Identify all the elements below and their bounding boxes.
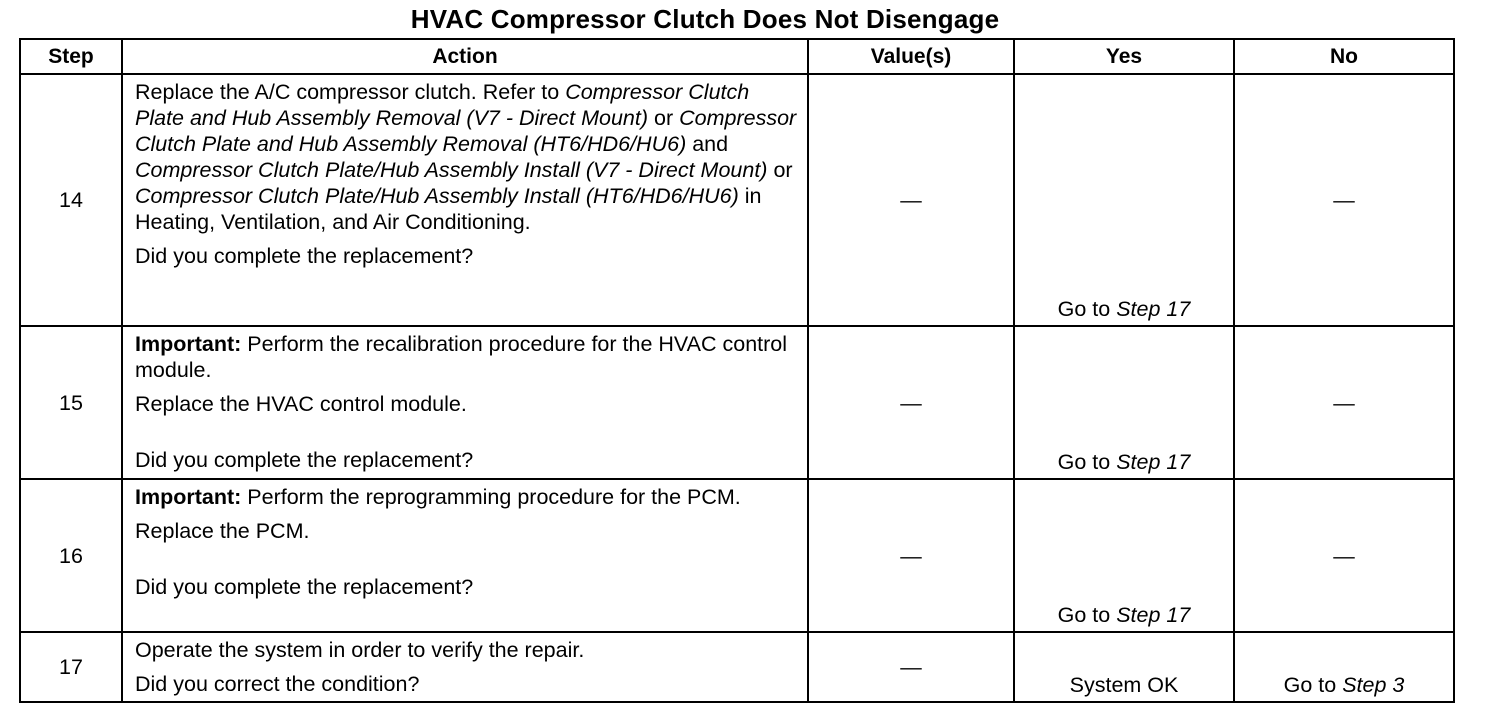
value-cell: — <box>808 74 1014 326</box>
header-values: Value(s) <box>808 39 1014 74</box>
no-cell: — <box>1234 479 1454 632</box>
step-number: 14 <box>20 74 122 326</box>
header-row <box>20 39 1454 74</box>
table-row <box>20 74 1454 326</box>
action-question: Did you complete the replacement? <box>135 448 474 472</box>
action-text: Replace the A/C compressor clutch. Refer to Compressor Clutch Plate and Hub Assembly Removal (V7 - Direct Mount) or Compressor Clutch Plate and Hub Assembly Removal (HT6/HD6/HU6) and Compressor Clutch Plate/Hub Assembly Install (V7 - Direct Mount) or Compressor Clutch Plate/Hub Assembly Install (HT6/HD6/HU6) in Heating, Ventilation, and Air Conditioning. <box>135 80 797 234</box>
no-cell: Go to Step 3 <box>1234 632 1454 702</box>
step-number: 16 <box>20 479 122 632</box>
reference-link[interactable]: Compressor Clutch Plate/Hub Assembly Install (V7 - Direct Mount) <box>135 158 768 182</box>
page-title: HVAC Compressor Clutch Does Not Disengage <box>410 4 1000 34</box>
action-cell <box>122 74 808 326</box>
header-no: No <box>1234 39 1454 74</box>
action-instruction: Replace the PCM. <box>135 519 310 543</box>
value-cell: — <box>808 479 1014 632</box>
header-step: Step <box>20 39 122 74</box>
table-row <box>20 479 1454 632</box>
table-row <box>20 326 1454 479</box>
important-note: Important: Perform the reprogramming procedure for the PCM. <box>135 485 741 509</box>
value-cell: — <box>808 632 1014 702</box>
reference-link[interactable]: Compressor Clutch Plate and Hub Assembly Removal (V7 - Direct Mount) <box>135 80 750 130</box>
action-question: Did you complete the replacement? <box>135 244 474 268</box>
step-number: 15 <box>20 326 122 479</box>
step-link[interactable]: Step 17 <box>1116 603 1191 627</box>
header-yes: Yes <box>1014 39 1234 74</box>
yes-cell: Go to Step 17 <box>1014 74 1234 326</box>
diagnostic-table <box>19 38 1455 703</box>
step-link[interactable]: Step 3 <box>1342 673 1405 697</box>
table-row <box>20 632 1454 702</box>
action-cell <box>122 479 808 632</box>
header-action: Action <box>122 39 808 74</box>
value-cell: — <box>808 326 1014 479</box>
reference-link[interactable]: Compressor Clutch Plate and Hub Assembly Removal (HT6/HD6/HU6) <box>135 106 797 156</box>
step-link[interactable]: Step 17 <box>1116 450 1191 474</box>
step-number: 17 <box>20 632 122 702</box>
important-note: Important: Perform the recalibration procedure for the HVAC control module. <box>135 332 788 382</box>
action-question: Did you complete the replacement? <box>135 575 474 599</box>
yes-cell: Go to Step 17 <box>1014 479 1234 632</box>
yes-cell: System OK <box>1014 632 1234 702</box>
step-link[interactable]: Step 17 <box>1116 297 1191 321</box>
action-cell <box>122 632 808 702</box>
no-cell: — <box>1234 326 1454 479</box>
reference-link[interactable]: Compressor Clutch Plate/Hub Assembly Install (HT6/HD6/HU6) <box>135 184 739 208</box>
yes-cell: Go to Step 17 <box>1014 326 1234 479</box>
action-instruction: Replace the HVAC control module. <box>135 392 467 416</box>
no-cell: — <box>1234 74 1454 326</box>
action-question: Did you correct the condition? <box>135 672 420 696</box>
action-cell <box>122 326 808 479</box>
action-instruction: Operate the system in order to verify the repair. <box>135 638 585 662</box>
